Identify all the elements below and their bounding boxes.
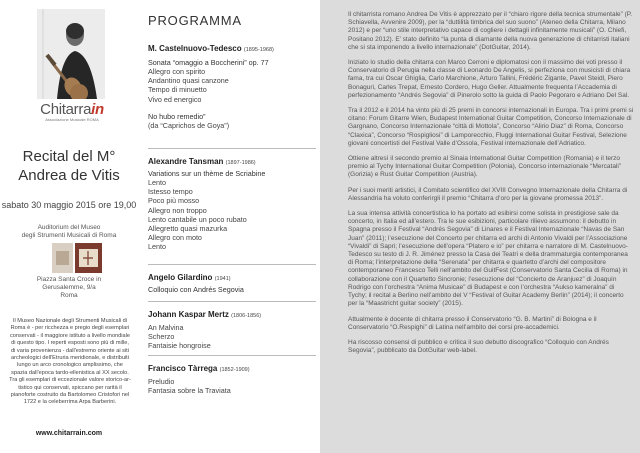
cover-column bbox=[0, 0, 138, 453]
museum-images bbox=[52, 243, 102, 273]
bio-paragraph: Per i suoi meriti artistici, il Comitato scientifico del XVIII Convegno Internazionale della Chitarra di Alessandria ha voluto conferirgli il premio “Chitarra d’oro per la giovane promessa 2013”. bbox=[348, 186, 628, 202]
bio-paragraph: Il chitarrista romano Andrea De Vitis è apprezzato per il “chiaro rigore della tecnica strumentale” (P. Schiavella, Avvenire 2009), per la “duttilità timbrica del suo suono” (Ateneo della Chitarra, Milano 2012) e per “uno stile interpretativo capace di cogliere i dettagli infinitamente musicali” (O. Chiefi, Positano 2012). E’ stato definito “la punta di diamante della nuova generazione di chitarristi italiani che si sta imponendo a livello internazionale” (DotGuitar, 2014). bbox=[348, 11, 633, 51]
artist-photo bbox=[37, 9, 105, 99]
bio-paragraph: Iniziato lo studio della chitarra con Marco Cerroni e diplomatosi con il massimo dei voti presso il Conservatorio di Perugia nella classe di Leonardo De Angelis, si perfeziona con musicisti di chiara fama, tra cui Oscar Ghiglia, Carlo Marchione, Arturo Tallini, Frédéric Zigante, Pavel Steidl, Piero Bonaguri, Carles Trepat, Ernesto Cordero, Hugo Geller. Attualmente frequenta l’Accademia di perfezionamento “Andrés Segovia” di Pinerolo sotto la guida di Paolo Pegoraro e Adriano Del Sal. bbox=[348, 59, 631, 99]
bio-paragraph: Attualmente è docente di chitarra presso il Conservatorio “G. B. Martini” di Bologna e il Conservatorio “O.Respighi” di Latina nell’ambito dei corsi pre-accademici. bbox=[348, 315, 597, 331]
divider bbox=[148, 301, 316, 302]
program-block-castelnuovo: M. Castelnuovo-Tedesco (1895-1968) Sonata “omaggio a Boccherini” op. 77 Allegro con spirito Andantino quasi canzone Tempo di minuetto Vivo ed energico No hubo remedio” (da “Caprichos de Goya”) bbox=[148, 44, 274, 130]
program-block-tarrega: Francisco Tàrrega (1852-1909) Preludio Fantasia sobre la Traviata bbox=[148, 364, 250, 396]
program-title: PROGRAMMA bbox=[148, 13, 242, 28]
bio-paragraph: Tra il 2012 e il 2014 ha vinto più di 25 premi in concorsi internazionali in Europa. Tra i primi premi si citano: Forum Gitarre Wien, Budapest International Guitar Competition, Concorso Internazionale di Gargnano, Concorso Internazionale “città di Mottola”, Concorso “Alirio Diaz” di Roma, Concorso “Claxica”, Concorso “Rospigliosi” di Lamporecchio, Fluggi International Guitar Festival, Selezione giovani concertisti del Festival Valle d’Ossola, Festival internazionale dell’Adriatico. bbox=[348, 107, 634, 147]
venue: Auditorium del Museo degli Strumenti Musicali di Roma bbox=[21, 224, 117, 239]
program-block-mertz: Johann Kaspar Mertz (1806-1856) An Malvina Scherzo Fantaisie hongroise bbox=[148, 310, 262, 351]
bio-paragraph: Ottiene altresì il secondo premio al Sinaia International Guitar Competition (Romania) e il terzo premio al Tychy International Guitar Competition (Polonia), Concorso internazionale “Mercatali” (Gorizia) e Rust Guitar Competition (Austria). bbox=[348, 155, 622, 179]
recital-heading: Recital del M° bbox=[22, 148, 116, 165]
bio-paragraph: Ha riscosso consensi di pubblico e critica il suo debutto discografico “Colloquio con Andrés Segovia”, pubblicato da DotGuitar web-label. bbox=[348, 338, 609, 355]
divider bbox=[148, 264, 316, 265]
event-date: sabato 30 maggio 2015 ore 19,00 bbox=[1, 200, 137, 210]
museum-description: Il Museo Nazionale degli Strumenti Musicali di Roma è - per ricchezza e pregio degli esemplari conservati - il maggiore istituto a livello mondiale di questo tipo. I reperti esposti sono più di mille, di varia provenienza - dall'estremo oriente ai siti archeologici dell'Etruria meridionale, e distribuiti lungo un arco cronologico amplissimo, che spazia dall'epoca tardo-ellenistica al XX secolo. Tra gli esemplari di eccezionale valore storico-ar- tistico qui conservati, spiccano per rarità il pianoforte costruito da Bartolomeo Cristofori nel 1722 e la celeberrima Arpa Barberini. bbox=[9, 318, 131, 406]
chitarrain-logo: Chitarrain Associazione Musicale ROMA bbox=[40, 101, 104, 122]
program-block-gilardino: Angelo Gilardino (1941) Colloquio con Andrés Segovia bbox=[148, 273, 244, 294]
divider bbox=[148, 355, 316, 356]
artist-name: Andrea de Vitis bbox=[18, 167, 120, 184]
program-block-tansman: Alexandre Tansman (1897-1986) Variations sur un thème de Scriabine Lento Istesso tempo Poco più mosso Allegro non troppo Lento cantabile un poco rubato Allegretto quasi mazurka Allegro con moto Lento bbox=[148, 157, 266, 252]
website-link[interactable]: www.chitarrain.com bbox=[35, 430, 103, 437]
artist-biography bbox=[348, 11, 634, 355]
divider bbox=[148, 148, 316, 149]
bio-paragraph: La sua intensa attività concertistica lo ha portato ad esibirsi come solista in prestigiose sale da concerto, in Italia ed all’estero. Tra le sue esibizioni, particolare rilievo assumono: il debutto in Spagna presso il Festival “Andrés Segovia” di Linares e il Festival Internazionale “Navas de San Juan” (2011); l’esecuzione del Concerto per chitarra ed archi di Antonio Vivaldi per l’Associazione “Vivaldi” di Sapri; l’esecuzione dell’opera “Platero e io” per chitarra e narratore di M. Castelnuovo-Tedesco su testo di J. R. Jiménez presso la Casa dei Teatri e della drammaturgia contemporanea di Roma; l’interpretazione della “Serenata” per chitarra e quartetto d’archi del compositore contemporaneo Francesco Telli nell’ambito del GuitFest (Conservatorio Santa Cecilia di Roma) in collaborazione con il Quartetto Sincronie; l’esecuzione del “Concierto de Aranjuez” di Joaquín Rodrigo con l’orchestra “Anima Musicae” di Budapest e con l’orchestra “Aukso kameralna” di Tychy; il recital a Berlino nell’ambito del V “Festival of Guitar Academy Berlin” (2014); il concerto per la “Maastricht guitar society” (2015). bbox=[348, 210, 628, 308]
venue-address: Piazza Santa Croce in Gerusalemme, 9/a Roma bbox=[36, 276, 102, 299]
